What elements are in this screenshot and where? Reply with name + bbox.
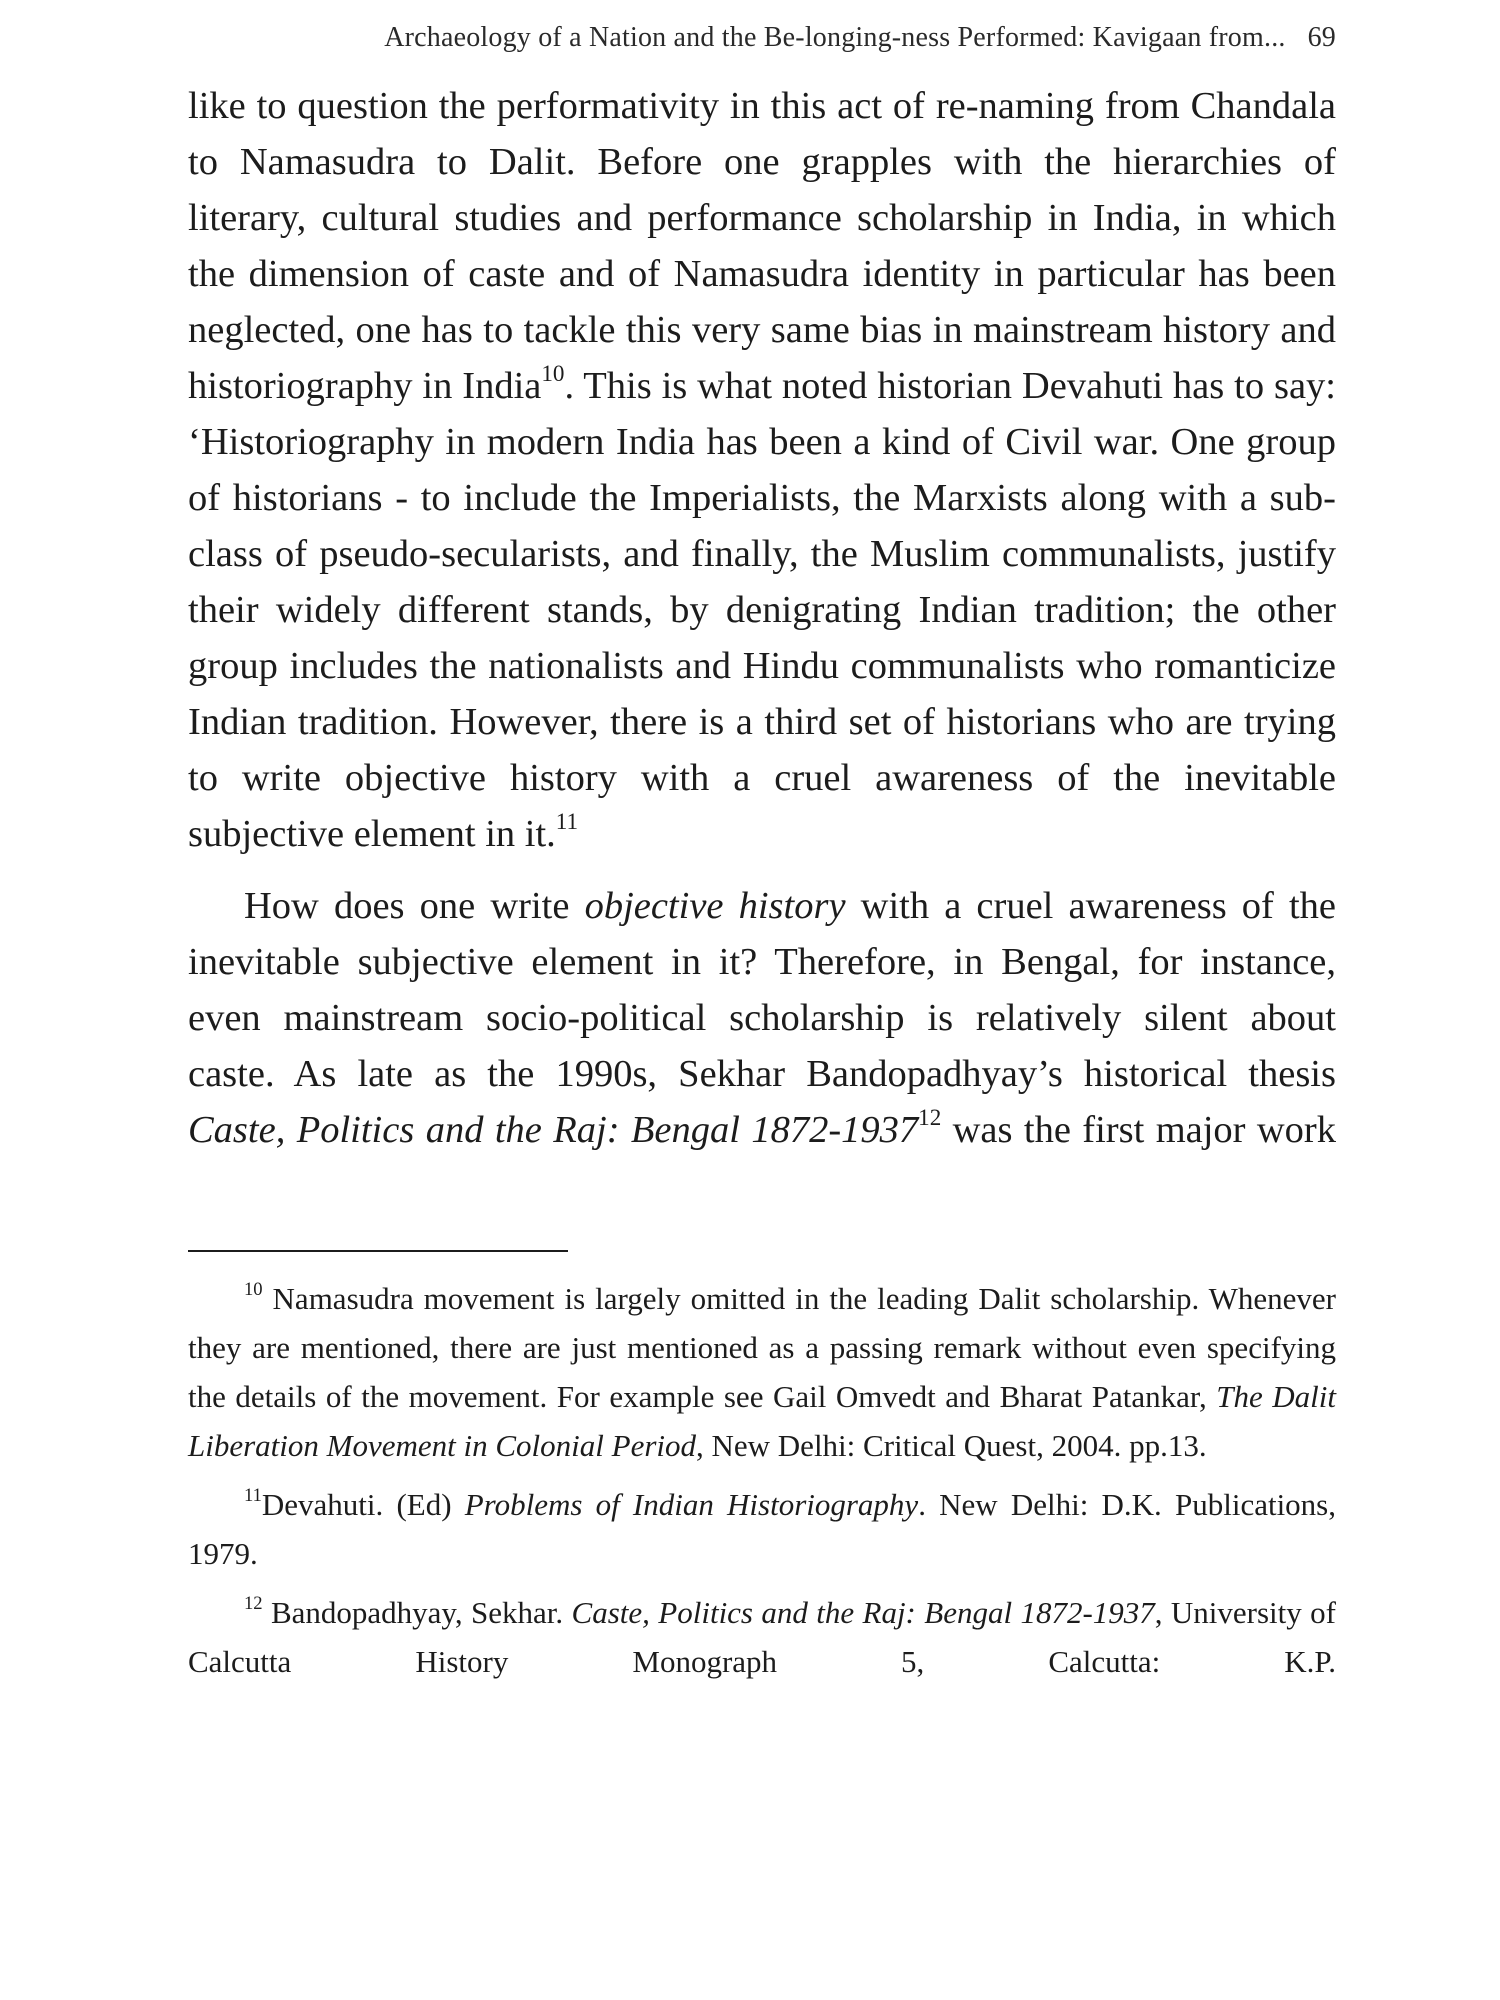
footnote-12-text-a: Bandopadhyay, Sekhar. [262,1595,572,1630]
running-title: Archaeology of a Nation and the Be-longing-ness Performed: Kavigaan from... [384,22,1286,53]
footnote-10-title: The Dalit Liberation Movement in Colonial Period [188,1379,1337,1463]
paragraph-1-text-b: . This is what noted historian Devahuti has to say: ‘Historiography in modern India has been a kind of Civil war. One group of historians - to include the Imperialists, the Marxists along with a sub-class of pseudo-secularists, and finally, the Muslim communalists, justify their widely different stands, by denigrating Indian tradition; the other group includes the nationalists and Hindu communalists who romanticize Indian tradition. However, there is a third set of historians who are trying to write objective history with a cruel awareness of the inevitable subjective element in it. [188,365,1336,855]
paragraph-2-text-a: How does one write [244,885,585,927]
paragraph-1-text-a: like to question the performativity in this act of re-naming from Chandala to Namasudra to Dalit. Before one grapples with the hierarchies of literary, cultural studies and performance scholarship in India, in which the dimension of caste and of Namasudra identity in particular has been neglected, one has to tackle this very same bias in mainstream history and historiography in India [188,85,1336,407]
footnote-11-number: 11 [244,1484,262,1506]
paragraph-2 [188,878,1336,1158]
paragraph-2-text-b: with a cruel awareness of the inevitable subjective element in it? Therefore, in Bengal, for instance, even mainstream socio-political scholarship is relatively silent about caste. As late as the 1990s, Sekhar Bandopadhyay’s historical thesis [188,885,1336,1095]
book-page [188,18,1336,1686]
footnote-11 [188,1480,1336,1578]
running-header [188,18,1336,58]
footnote-12 [188,1588,1336,1686]
footnote-ref-12: 12 [918,1103,942,1130]
paragraph-2-book-title: Caste, Politics and the Raj: Bengal 1872-1937 [188,1109,919,1151]
paragraph-1 [188,78,1336,862]
footnote-12-text-b: , University of Calcutta History Monograph 5, Calcutta: K.P. [188,1595,1336,1679]
footnote-11-title: Problems of Indian Historiography [464,1487,919,1522]
footnote-10-number: 10 [244,1278,263,1300]
footnote-10-text-a: Namasudra movement is largely omitted in the leading Dalit scholarship. Whenever they are mentioned, there are just mentioned as a passing remark without even specifying the details of the movement. For example see Gail Omvedt and Bharat Patankar, [188,1281,1336,1414]
footnote-12-number: 12 [244,1592,263,1614]
footnote-ref-11: 11 [555,807,579,834]
footnote-10-text-b: , New Delhi: Critical Quest, 2004. pp.13. [696,1428,1207,1463]
page-number: 69 [1307,22,1336,53]
paragraph-2-text-c: was the first major work [941,1109,1336,1151]
body-text [188,78,1336,1158]
footnote-11-text-b: . New Delhi: D.K. Publications, 1979. [188,1487,1336,1571]
footnote-10 [188,1274,1336,1470]
footnote-12-title: Caste, Politics and the Raj: Bengal 1872-1937 [571,1595,1155,1630]
paragraph-2-emphasis: objective history [584,885,846,927]
footnote-divider [188,1250,568,1252]
footnote-11-text-a: Devahuti. (Ed) [261,1487,465,1522]
footnotes [188,1274,1336,1686]
footnote-ref-10: 10 [541,359,565,386]
